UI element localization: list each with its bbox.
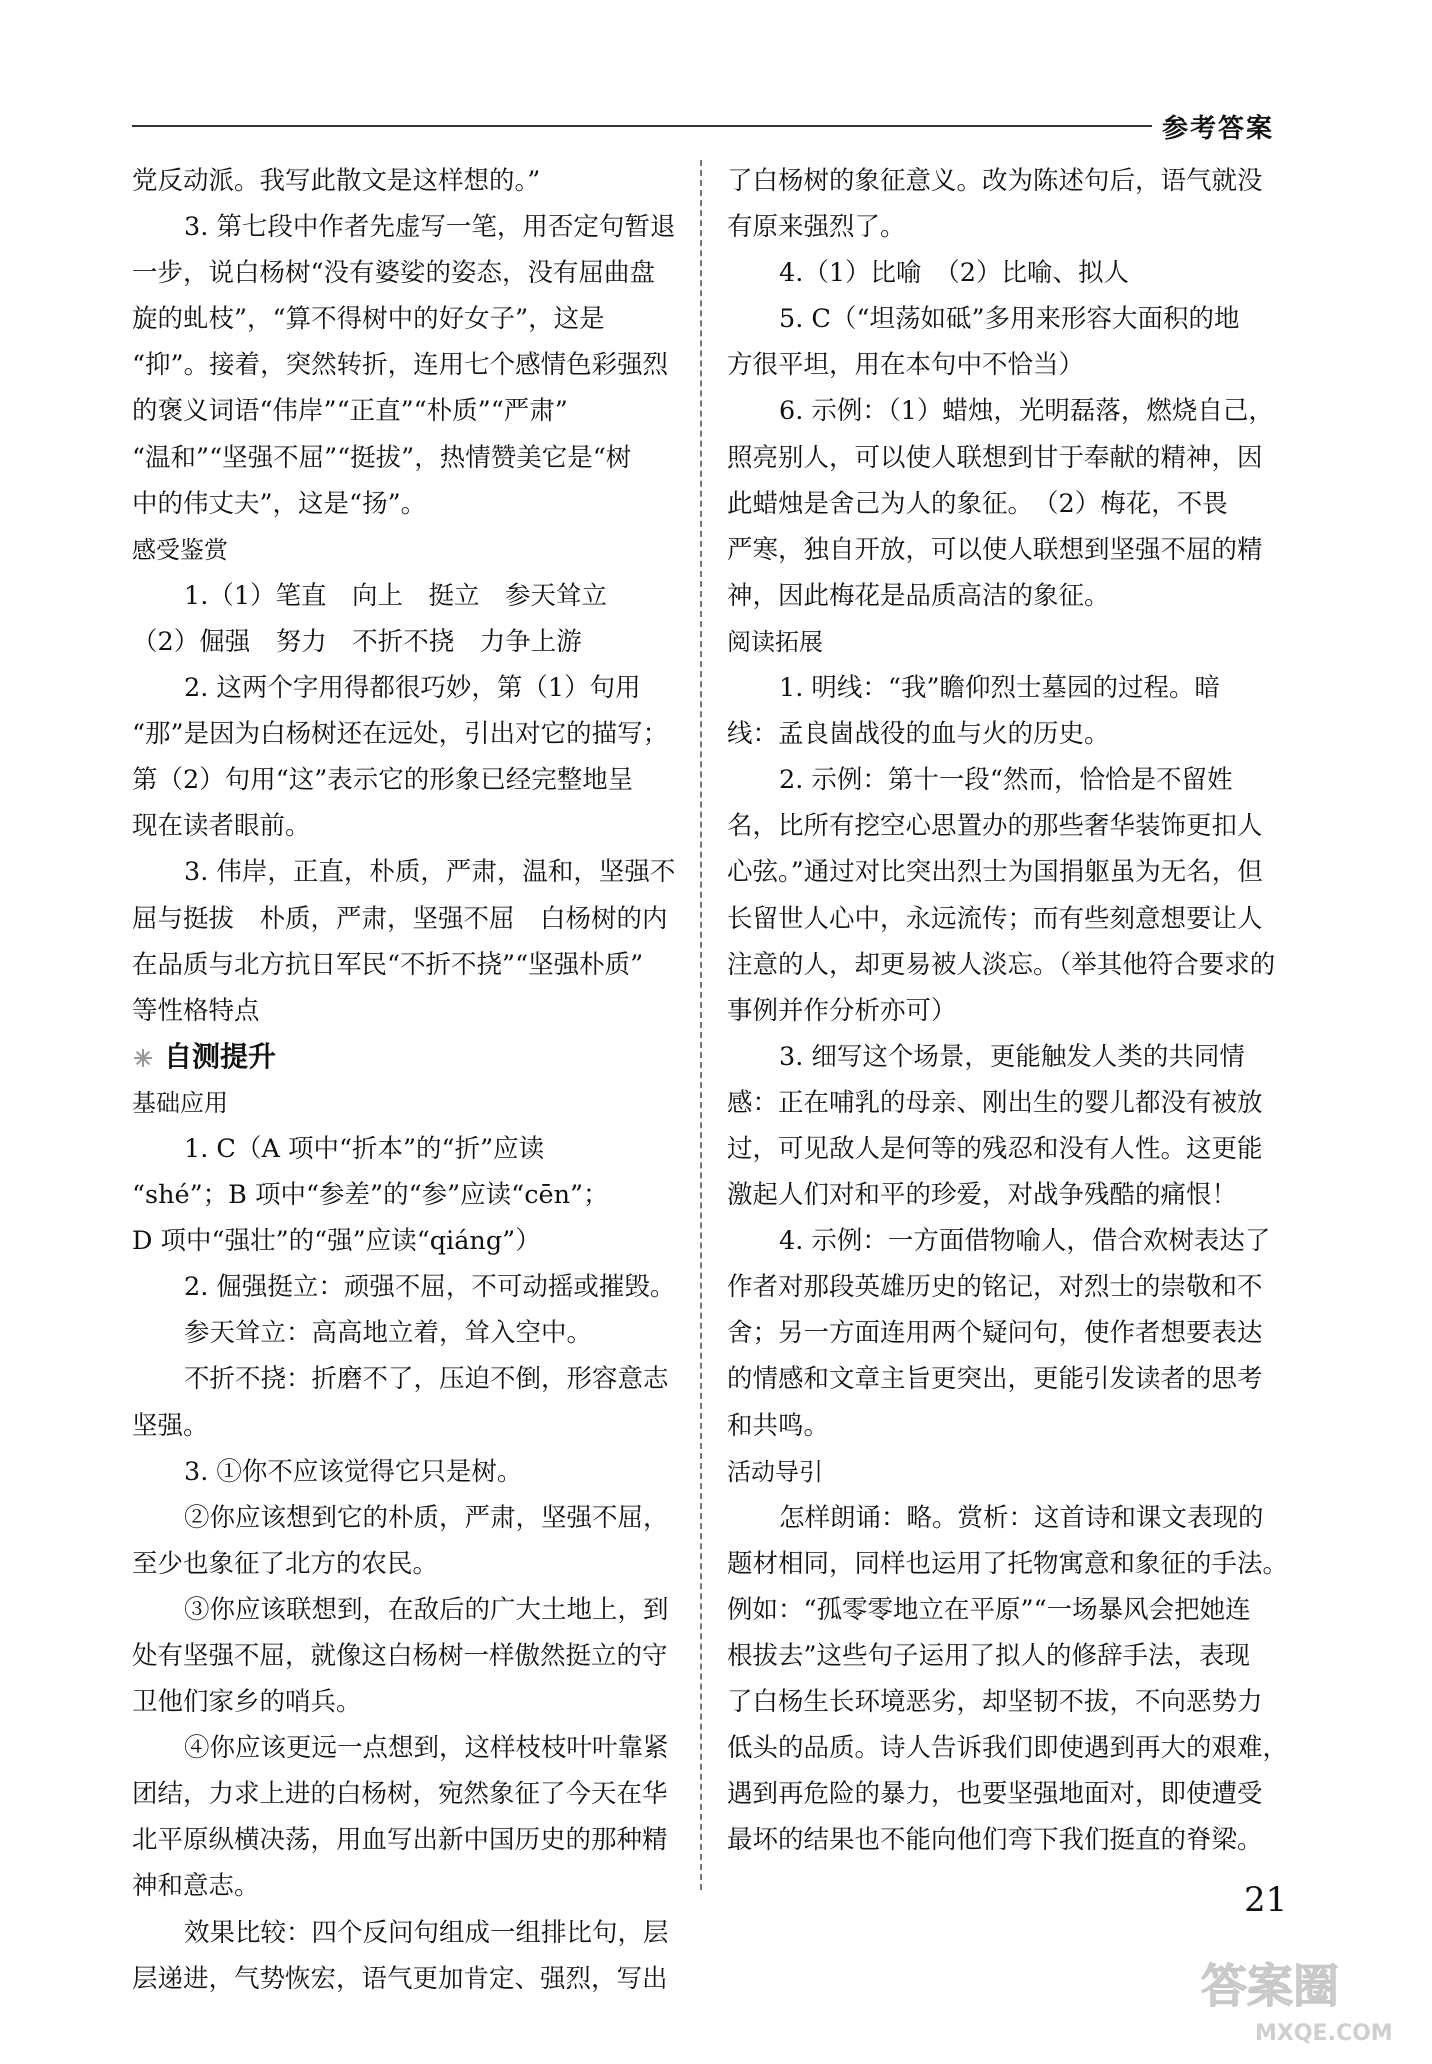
line-text: 中的伟丈夫”，这是“扬”。 — [132, 488, 427, 519]
answer-line — [727, 204, 1272, 250]
line-text: 例如：“孤零零地立在平原”“一场暴风会把她连 — [727, 1594, 1251, 1625]
line-text: 神，因此梅花是品质高洁的象征。 — [727, 580, 1110, 611]
line-text: 旋的虬枝”，“算不得树中的好女子”，这是 — [132, 304, 605, 335]
answer-line — [132, 1587, 677, 1633]
watermark-logo — [1195, 1940, 1425, 2050]
line-text: 此蜡烛是舍己为人的象征。 （2）梅花，不畏 — [727, 488, 1228, 519]
answer-line — [132, 204, 677, 250]
answer-line — [727, 1126, 1272, 1172]
header-title: 参考答案 — [1162, 114, 1275, 144]
line-text: 北平原纵横决荡，用血写出新中国历史的那种精 — [132, 1825, 668, 1856]
line-text: 怎样朗诵：略。赏析：这首诗和课文表现的 — [779, 1502, 1264, 1533]
answer-line — [132, 849, 677, 895]
answer-line — [132, 1172, 677, 1218]
line-text: 效果比较：四个反问句组成一组排比句，层 — [184, 1917, 669, 1948]
answer-line — [727, 1034, 1272, 1080]
answer-line — [132, 1679, 677, 1725]
answer-line — [727, 1403, 1272, 1449]
line-text: 在品质与北方抗日军民“不折不挠”“坚强朴质” — [132, 949, 644, 980]
answer-line — [727, 388, 1272, 434]
answer-line — [727, 896, 1272, 942]
answer-line — [132, 665, 677, 711]
answer-line — [132, 158, 677, 204]
answer-line — [727, 435, 1272, 481]
answer-line — [132, 1725, 677, 1771]
line-text: 6. 示例：（1）蜡烛，光明磊落，燃烧自己， — [779, 396, 1274, 427]
answer-line — [132, 1956, 677, 2002]
line-text: 线：孟良崮战役的血与火的历史。 — [727, 719, 1110, 750]
answer-line — [727, 942, 1276, 988]
answer-line — [727, 1771, 1272, 1817]
line-text: 的情感和文章主旨更突出，更能引发读者的思考 — [727, 1364, 1263, 1395]
answer-line — [132, 988, 677, 1034]
answer-line — [132, 296, 677, 342]
line-text: 和共鸣。 — [727, 1410, 830, 1441]
line-text: D 项中“强壮”的“强”应读“qiáng”） — [132, 1226, 541, 1257]
line-text: ③你应该联想到，在敌后的广大土地上，到 — [184, 1594, 669, 1625]
answer-line — [132, 1403, 677, 1449]
line-text: 名，比所有挖空心思置办的那些奢华装饰更扣人 — [727, 811, 1263, 842]
line-text: 过，可见敌人是何等的残忍和没有人性。这更能 — [727, 1133, 1263, 1164]
answer-line — [727, 573, 1272, 619]
line-text: 3. 伟岸，正直，朴质，严肃，温和，坚强不 — [184, 857, 676, 888]
answer-line — [727, 1172, 1272, 1218]
section-heading — [132, 527, 677, 573]
line-text: 参天耸立：高高地立着，耸入空中。 — [184, 1318, 593, 1349]
answer-line — [727, 711, 1272, 757]
line-text: 活动导引 — [727, 1457, 823, 1486]
line-text: 团结，力求上进的白杨树，宛然象征了今天在华 — [132, 1779, 668, 1810]
line-text: 4.（1）比喻 （2）比喻、拟人 — [779, 258, 1130, 289]
line-text: （2）倔强 努力 不折不挠 力争上游 — [132, 626, 582, 657]
line-text: 的褒义词语“伟岸”“正直”“朴质”“严肃” — [132, 396, 568, 427]
line-text: 第（2）句用“这”表示它的形象已经完整地呈 — [132, 765, 634, 796]
watermark-url: MXQE.COM — [1255, 2021, 1393, 2046]
line-text: 等性格特点 — [132, 995, 260, 1026]
right-column — [727, 158, 1289, 1863]
line-text: 至少也象征了北方的农民。 — [132, 1548, 439, 1579]
line-text: 现在读者眼前。 — [132, 811, 311, 842]
line-text: ④你应该更远一点想到，这样枝枝叶叶靠紧 — [184, 1733, 669, 1764]
line-text: 了白杨生长环境恶劣，却坚韧不拔，不向恶势力 — [727, 1687, 1263, 1718]
answer-line — [132, 1126, 677, 1172]
line-text: 基础应用 — [132, 1088, 228, 1117]
answer-line — [132, 481, 677, 527]
line-text: 长留世人心中，永远流传；而有些刻意想要让人 — [727, 903, 1263, 934]
section-heading — [727, 1449, 1272, 1495]
answer-line — [132, 1541, 677, 1587]
answer-line — [727, 1356, 1272, 1402]
line-text: 自测提升 — [164, 1039, 277, 1073]
answer-line — [727, 296, 1272, 342]
major-section-heading — [132, 1034, 677, 1080]
answer-line — [132, 250, 677, 296]
answer-line — [132, 1771, 677, 1817]
line-text: 阅读拓展 — [727, 627, 823, 656]
answer-line — [132, 1264, 677, 1310]
flower-icon — [132, 1047, 154, 1069]
line-text: 事例并作分析亦可） — [727, 995, 957, 1026]
answer-line — [727, 988, 1272, 1034]
line-text: 最坏的结果也不能向他们弯下我们挺直的脊梁。 — [727, 1825, 1263, 1856]
answer-line — [132, 1356, 677, 1402]
answer-line — [132, 388, 677, 434]
line-text: 3. 第七段中作者先虚写一笔，用否定句暂退 — [184, 212, 676, 243]
line-text: “shé”；B 项中“参差”的“参”应读“cēn”； — [132, 1180, 609, 1211]
line-text: 有原来强烈了。 — [727, 212, 906, 243]
line-text: 4. 示例：一方面借物喻人，借合欢树表达了 — [779, 1226, 1271, 1257]
line-text: 党反动派。我写此散文是这样想的。” — [132, 166, 541, 196]
line-text: 坚强。 — [132, 1410, 209, 1441]
answer-line — [727, 481, 1272, 527]
line-text: 不折不挠：折磨不了，压迫不倒，形容意志 — [184, 1364, 669, 1395]
line-text: 了白杨树的象征意义。改为陈述句后，语气就没 — [727, 166, 1263, 196]
answer-line — [727, 1633, 1272, 1679]
line-text: 低头的品质。诗人告诉我们即使遇到再大的艰难， — [727, 1733, 1289, 1764]
answer-line — [132, 1449, 677, 1495]
line-text: 1.（1）笔直 向上 挺立 参天耸立 — [184, 580, 608, 611]
answer-line — [132, 896, 677, 942]
answer-line — [132, 1910, 677, 1956]
answer-line — [727, 1679, 1272, 1725]
line-text: 卫他们家乡的哨兵。 — [132, 1687, 362, 1718]
answer-line — [132, 1310, 677, 1356]
answer-line — [132, 1218, 677, 1264]
answer-line — [132, 711, 677, 757]
answer-line — [727, 1725, 1289, 1771]
answer-line — [132, 1817, 677, 1863]
line-text: 感受鉴赏 — [132, 535, 228, 564]
answer-line — [132, 1863, 677, 1909]
answer-line — [727, 1541, 1289, 1587]
answer-line — [727, 527, 1272, 573]
line-text: 心弦。”通过对比突出烈士为国捐躯虽为无名，但 — [727, 857, 1263, 888]
line-text: “温和”“坚强不屈”“挺拔”，热情赞美它是“树 — [132, 442, 632, 473]
answer-line — [727, 250, 1272, 296]
answer-line — [727, 665, 1272, 711]
answer-line — [727, 158, 1272, 204]
column-divider — [700, 160, 702, 1890]
line-text: 舍；另一方面连用两个疑问句，使作者想要表达 — [727, 1318, 1263, 1349]
line-text: 屈与挺拔 朴质，严肃，坚强不屈 白杨树的内 — [132, 903, 668, 934]
answer-line — [727, 1080, 1272, 1126]
left-column — [132, 158, 677, 2002]
line-text: 注意的人，却更易被人淡忘。（举其他符合要求的 — [727, 949, 1276, 980]
line-text: 2. 示例：第十一段“然而，恰恰是不留姓 — [779, 765, 1233, 796]
header-rule — [132, 125, 1152, 127]
answer-line — [132, 942, 677, 988]
line-text: 方很平坦，用在本句中不恰当） — [727, 350, 1085, 381]
line-text: 层递进，气势恢宏，语气更加肯定、强烈，写出 — [132, 1963, 668, 1994]
line-text: 3. 细写这个场景，更能触发人类的共同情 — [779, 1041, 1245, 1072]
line-text: 激起人们对和平的珍爱，对战争残酷的痛恨！ — [727, 1180, 1238, 1211]
line-text: 神和意志。 — [132, 1871, 260, 1902]
line-text: 处有坚强不屈，就像这白杨树一样傲然挺立的守 — [132, 1641, 668, 1671]
line-text: 照亮别人，可以使人联想到甘于奉献的精神，因 — [727, 442, 1263, 473]
answer-line — [727, 803, 1272, 849]
answer-line — [727, 757, 1272, 803]
answer-line — [132, 619, 677, 665]
line-text: 5. C（“坦荡如砥”多用来形容大面积的地 — [779, 304, 1240, 335]
answer-line — [727, 1310, 1272, 1356]
answer-line — [727, 1218, 1272, 1264]
line-text: ②你应该想到它的朴质，严肃，坚强不屈， — [184, 1502, 669, 1533]
line-text: 感：正在哺乳的母亲、刚出生的婴儿都没有被放 — [727, 1087, 1263, 1118]
line-text: 一步，说白杨树“没有婆娑的姿态，没有屈曲盘 — [132, 258, 656, 289]
line-text: “那”是因为白杨树还在远处，引出对它的描写； — [132, 719, 669, 750]
line-text: 2. 这两个字用得都很巧妙，第（1）句用 — [184, 673, 641, 704]
page-number: 21 — [1244, 1880, 1288, 1920]
line-text: 严寒，独自开放，可以使人联想到坚强不屈的精 — [727, 534, 1263, 565]
answer-line — [727, 1264, 1272, 1310]
answer-line — [132, 803, 677, 849]
line-text: 2. 倔强挺立：顽强不屈，不可动摇或摧毁。 — [184, 1272, 676, 1303]
answer-line — [727, 1495, 1272, 1541]
line-text: 根拔去”这些句子运用了拟人的修辞手法，表现 — [727, 1641, 1251, 1671]
answer-line — [727, 1817, 1272, 1863]
answer-line — [132, 1633, 677, 1679]
answer-line — [132, 757, 677, 803]
answer-line — [727, 849, 1272, 895]
line-text: 1. C（A 项中“折本”的“折”应读 — [184, 1133, 545, 1164]
answer-line — [132, 342, 677, 388]
line-text: 作者对那段英雄历史的铭记，对烈士的崇敬和不 — [727, 1272, 1263, 1303]
line-text: 题材相同，同样也运用了托物寓意和象征的手法。 — [727, 1548, 1289, 1579]
answer-line — [727, 1587, 1272, 1633]
line-text: 3. ①你不应该觉得它只是树。 — [184, 1456, 523, 1487]
answer-line — [132, 573, 677, 619]
line-text: 1. 明线：“我”瞻仰烈士墓园的过程。暗 — [779, 673, 1221, 704]
watermark-text: 答案圈 — [1201, 1959, 1339, 2013]
section-heading — [727, 619, 1272, 665]
answer-line — [727, 342, 1272, 388]
section-heading — [132, 1080, 677, 1126]
answer-line — [132, 435, 677, 481]
line-text: “抑”。接着，突然转折，连用七个感情色彩强烈 — [132, 350, 669, 381]
answer-line — [132, 1495, 677, 1541]
line-text: 遇到再危险的暴力，也要坚强地面对，即使遭受 — [727, 1779, 1263, 1810]
